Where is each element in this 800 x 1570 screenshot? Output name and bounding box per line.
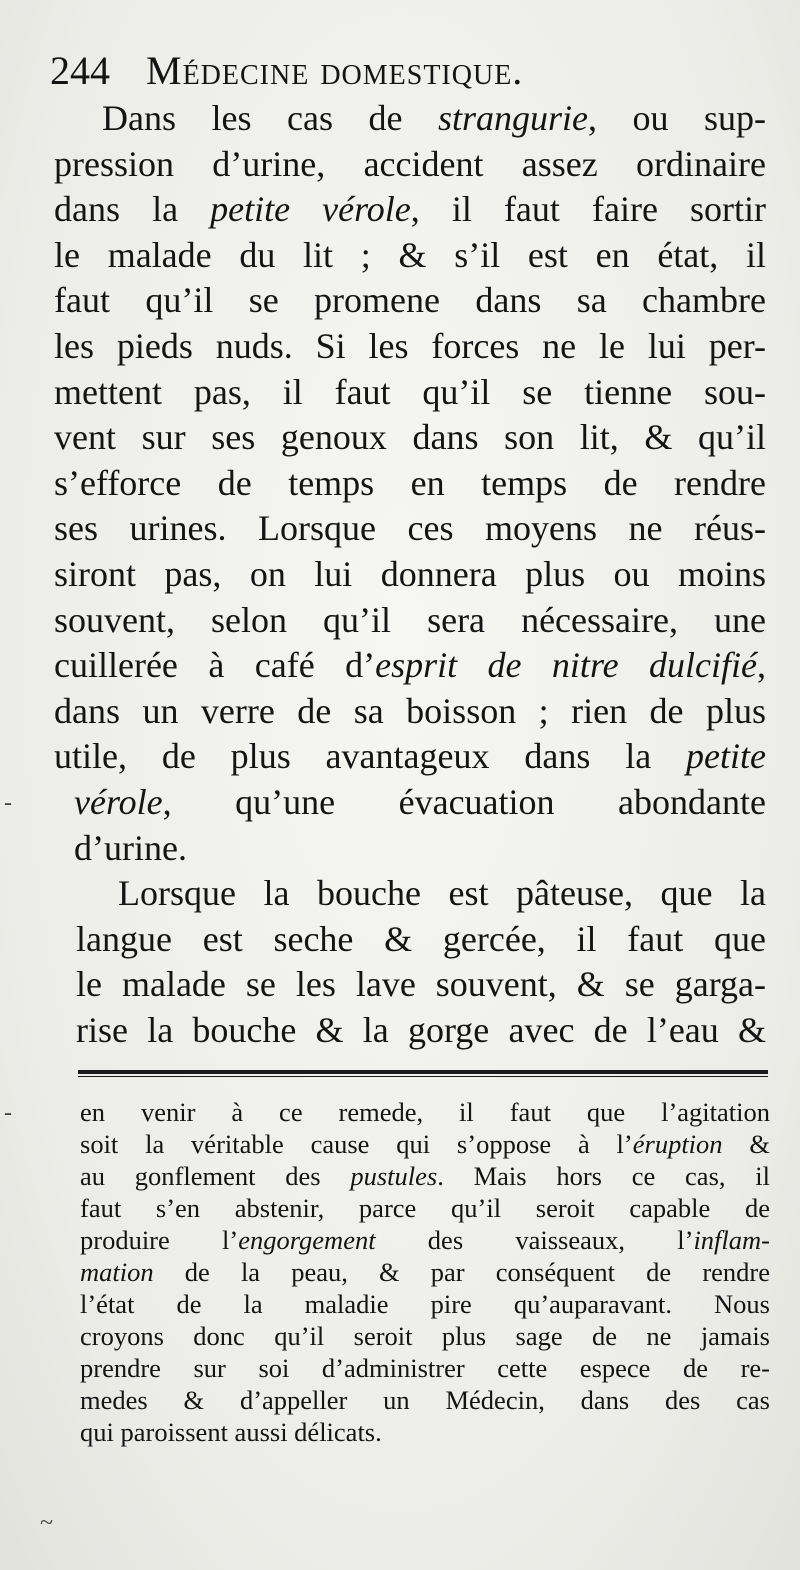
text-run: produire l’ bbox=[80, 1225, 239, 1255]
text-line bbox=[54, 96, 766, 142]
text-run: , ou sup- bbox=[587, 98, 767, 138]
text-line bbox=[54, 278, 766, 324]
text-run: utile, de plus avantageux dans la bbox=[54, 736, 687, 777]
text-run: en venir à ce remede, il faut que l’agitation bbox=[80, 1097, 770, 1127]
text-run: qui paroissent aussi délicats. bbox=[80, 1417, 382, 1447]
italic-term: vérole bbox=[74, 781, 163, 822]
text-run: langue est seche & gercée, il faut que bbox=[76, 918, 766, 959]
page-number: 244 bbox=[50, 48, 110, 93]
text-run: d’urine. bbox=[74, 827, 187, 868]
text-run: le malade se les lave souvent, & se garga- bbox=[76, 964, 766, 1005]
footnote-line bbox=[80, 1224, 770, 1256]
text-run: vent sur ses genoux dans son lit, & qu’il bbox=[54, 417, 766, 458]
italic-term: petite vérole bbox=[210, 189, 411, 230]
text-run: faut s’en abstenir, parce qu’il seroit capable de bbox=[80, 1193, 770, 1223]
text-line bbox=[54, 552, 766, 598]
footnote-line bbox=[80, 1256, 770, 1288]
footnote-line bbox=[80, 1160, 770, 1192]
text-line bbox=[54, 187, 766, 233]
footnote-line bbox=[80, 1288, 770, 1320]
text-run: prendre sur soi d’administrer cette espece de re- bbox=[80, 1353, 770, 1383]
footnote-line bbox=[80, 1384, 770, 1416]
text-run: croyons donc qu’il seroit plus sage de ne jamais bbox=[80, 1321, 770, 1351]
text-run: s’efforce de temps en temps de rendre bbox=[54, 462, 766, 503]
footnote-rule bbox=[78, 1070, 768, 1074]
text-line bbox=[54, 917, 766, 963]
text-run: souvent, selon qu’il sera nécessaire, une bbox=[54, 599, 766, 640]
italic-term: engorgement bbox=[238, 1225, 376, 1255]
text-run: medes & d’appeller un Médecin, dans des cas bbox=[80, 1385, 770, 1415]
italic-term: petite bbox=[686, 736, 766, 777]
text-run: dans la bbox=[54, 189, 211, 230]
text-line bbox=[54, 780, 766, 826]
text-run: les pieds nuds. Si les forces ne le lui per- bbox=[54, 325, 766, 366]
text-line bbox=[54, 598, 766, 644]
footnote-line bbox=[80, 1192, 770, 1224]
text-line bbox=[54, 506, 766, 552]
text-run: rise la bouche & la gorge avec de l’eau & bbox=[76, 1009, 766, 1050]
text-run: faut qu’il se promene dans sa chambre bbox=[54, 280, 766, 321]
ink-smudge-mark: ~ bbox=[40, 1510, 53, 1536]
text-run: des vaisseaux, l’ bbox=[375, 1225, 694, 1255]
footnote-line bbox=[80, 1128, 770, 1160]
text-run: l’état de la maladie pire qu’auparavant. Nous bbox=[80, 1289, 770, 1319]
footnote-line bbox=[80, 1352, 770, 1384]
footnote-line bbox=[80, 1416, 770, 1448]
text-line bbox=[54, 871, 766, 917]
text-line bbox=[54, 689, 766, 735]
footnote-text bbox=[80, 1096, 770, 1448]
text-run: siront pas, on lui donnera plus ou moins bbox=[54, 553, 766, 594]
italic-term: esprit de nitre dulcifié bbox=[375, 645, 757, 686]
italic-term: pustules bbox=[350, 1161, 438, 1191]
text-run: le malade du lit ; & s’il est en état, il bbox=[54, 234, 766, 275]
italic-term: éruption bbox=[632, 1129, 723, 1159]
text-run: , il faut faire sortir bbox=[410, 189, 766, 230]
text-run: pression d’urine, accident assez ordinaire bbox=[54, 143, 766, 184]
text-line bbox=[54, 370, 766, 416]
text-line bbox=[54, 233, 766, 279]
text-run: soit la véritable cause qui s’oppose à l’ bbox=[80, 1129, 633, 1159]
text-run: , bbox=[756, 645, 766, 686]
text-run: & bbox=[722, 1129, 770, 1159]
text-run: au gonflement des bbox=[80, 1161, 351, 1191]
page-header bbox=[50, 46, 770, 96]
text-run: ses urines. Lorsque ces moyens ne réus- bbox=[54, 508, 766, 549]
text-line bbox=[54, 324, 766, 370]
text-run: de la peau, & par conséquent de rendre bbox=[153, 1257, 770, 1287]
text-run: Dans les cas de bbox=[102, 98, 438, 138]
text-line bbox=[54, 461, 766, 507]
text-line bbox=[54, 734, 766, 780]
main-text bbox=[54, 96, 766, 1053]
text-line bbox=[54, 415, 766, 461]
italic-term: inflam- bbox=[693, 1225, 770, 1255]
text-line bbox=[54, 826, 766, 872]
text-line bbox=[54, 643, 766, 689]
footnote-rule-thin bbox=[78, 1076, 768, 1077]
text-run: dans un verre de sa boisson ; rien de plus bbox=[54, 690, 766, 731]
text-line bbox=[54, 1008, 766, 1054]
text-run: Lorsque la bouche est pâteuse, que la bbox=[118, 873, 766, 914]
margin-dash-mark: - bbox=[4, 1100, 12, 1126]
text-run: . Mais hors ce cas, il bbox=[437, 1161, 770, 1191]
running-head: Médecine domestique. bbox=[146, 48, 524, 93]
text-line bbox=[54, 142, 766, 188]
text-run: cuillerée à café d’ bbox=[54, 645, 376, 686]
text-line bbox=[54, 962, 766, 1008]
text-run: mettent pas, il faut qu’il se tienne sou- bbox=[54, 371, 766, 412]
footnote-line bbox=[80, 1320, 770, 1352]
italic-term: strangurie bbox=[437, 98, 588, 138]
footnote-line bbox=[80, 1096, 770, 1128]
margin-dash-mark: - bbox=[4, 790, 12, 816]
italic-term: mation bbox=[80, 1257, 154, 1287]
text-run: , qu’une évacuation abondante bbox=[162, 781, 766, 822]
